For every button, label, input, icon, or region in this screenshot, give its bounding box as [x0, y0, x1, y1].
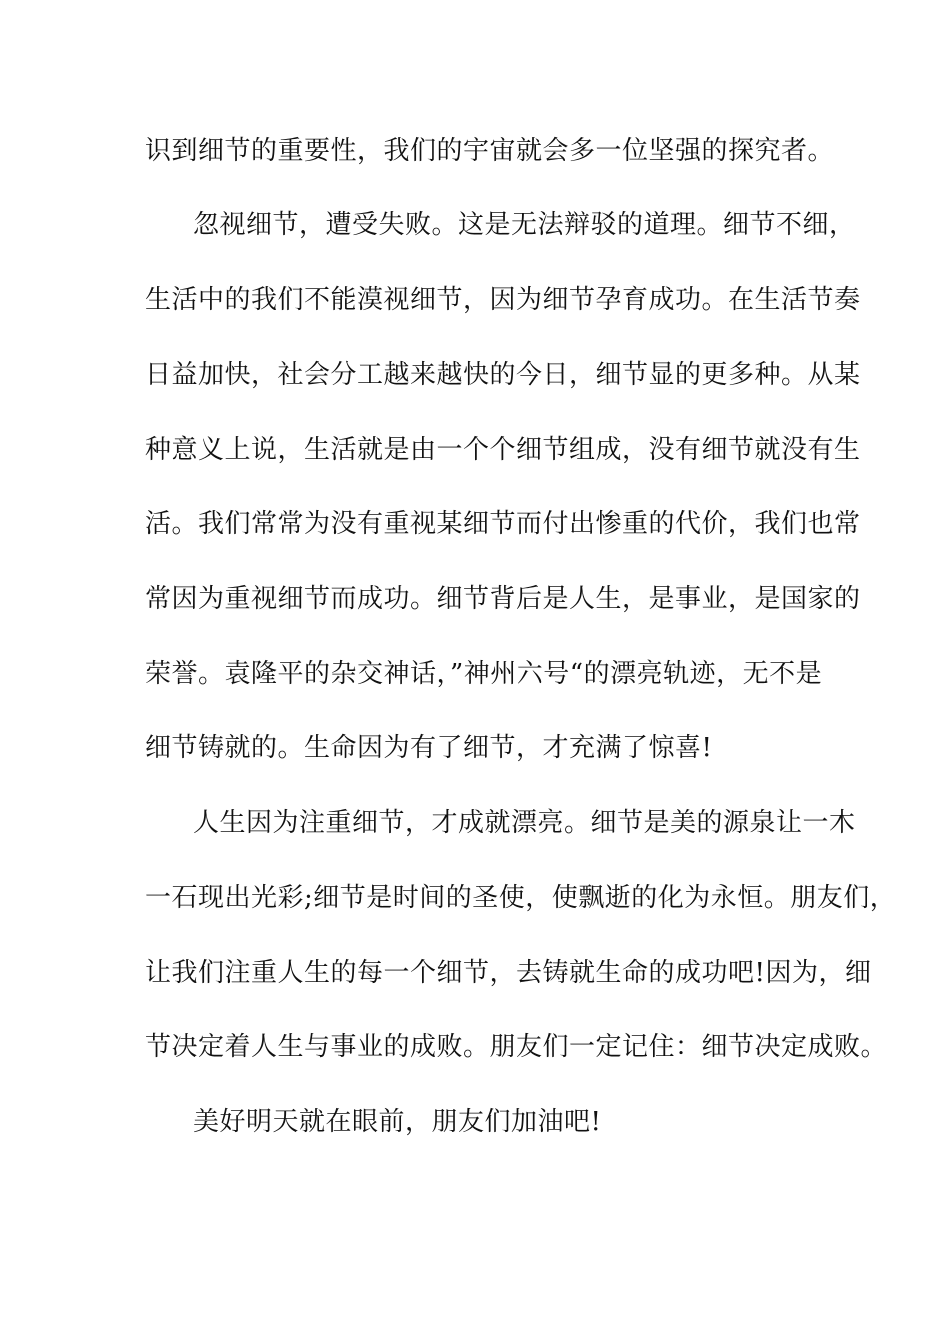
- text-line: 细节铸就的。生命因为有了细节，才充满了惊喜!: [145, 733, 713, 763]
- text-line: 一石现出光彩;细节是时间的圣使，使飘逝的化为永恒。朋友们，: [145, 883, 897, 913]
- text-line: 种意义上说，生活就是由一个个细节组成，没有细节就没有生: [145, 435, 861, 465]
- text-line: 让我们注重人生的每一个细节，去铸就生命的成功吧!因为，细: [145, 958, 872, 988]
- paragraph-start: 美好明天就在眼前，朋友们加油吧!: [193, 1107, 602, 1137]
- text-line: 生活中的我们不能漠视细节，因为细节孕育成功。在生活节奏: [145, 285, 861, 315]
- text-line: 日益加快，社会分工越来越快的今日，细节显的更多种。从某: [145, 360, 861, 390]
- text-line: 识到细节的重要性，我们的宇宙就会多一位坚强的探究者。: [145, 136, 835, 166]
- text-line: 活。我们常常为没有重视某细节而付出惨重的代价，我们也常: [145, 509, 861, 539]
- text-line: 常因为重视细节而成功。细节背后是人生，是事业，是国家的: [145, 584, 861, 614]
- paragraph-start: 人生因为注重细节，才成就漂亮。细节是美的源泉让一木: [193, 808, 856, 838]
- paragraph-start: 忽视细节，遭受失败。这是无法辩驳的道理。细节不细，: [193, 210, 856, 240]
- text-line: 荣誉。袁隆平的杂交神话，”神州六号“的漂亮轨迹，无不是: [145, 659, 823, 689]
- text-line: 节决定着人生与事业的成败。朋友们一定记住：细节决定成败。: [145, 1032, 888, 1062]
